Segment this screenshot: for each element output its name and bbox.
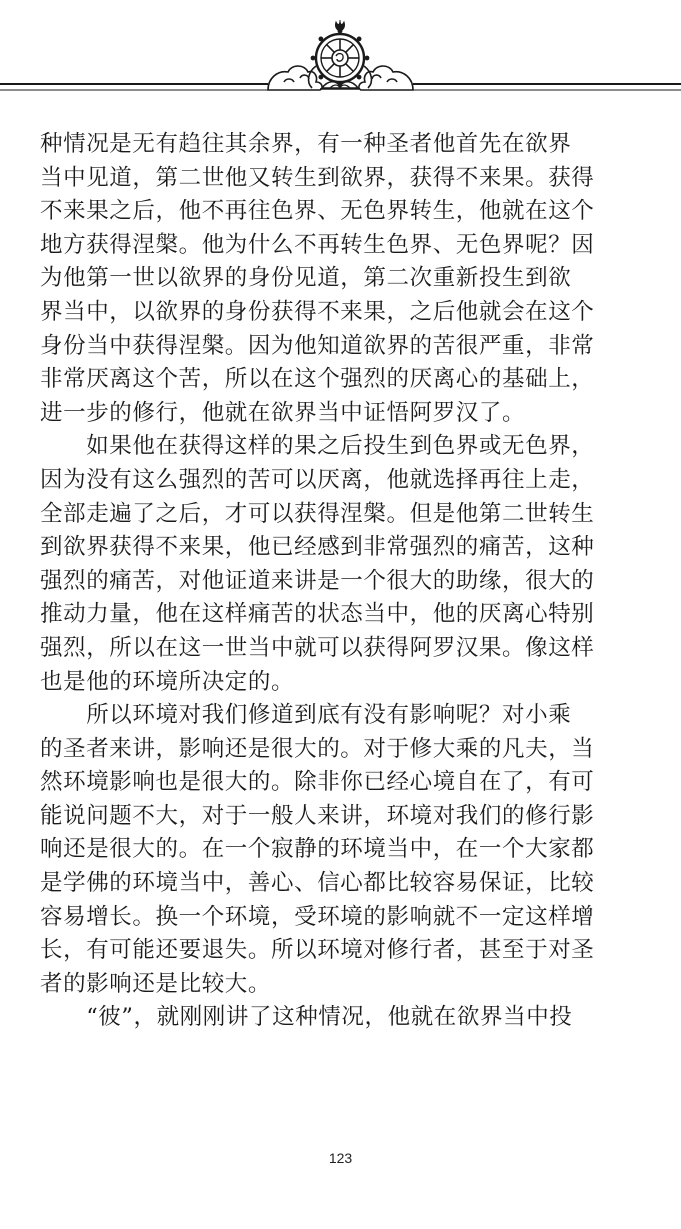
text-line: 到欲界获得不来果，他已经感到非常强烈的痛苦，这种 bbox=[40, 534, 595, 561]
dharma-wheel-icon bbox=[309, 20, 372, 89]
body-text bbox=[40, 128, 650, 1035]
cloud-ornament-left-icon bbox=[268, 66, 322, 90]
text-line: 地方获得涅槃。他为什么不再转生色界、无色界呢？因 bbox=[40, 231, 595, 258]
text-line: 身份当中获得涅槃。因为他知道欲界的苦很严重，非常 bbox=[40, 332, 595, 359]
text-line: 也是他的环境所决定的。 bbox=[40, 668, 295, 695]
text-line: 者的影响还是比较大。 bbox=[40, 970, 272, 997]
text-line: 是学佛的环境当中，善心、信心都比较容易保证，比较 bbox=[40, 870, 595, 897]
header-decoration bbox=[0, 0, 681, 110]
page-header-ornament bbox=[0, 0, 681, 110]
text-line: 不来果之后，他不再往色界、无色界转生，他就在这个 bbox=[40, 198, 595, 225]
text-line: 强烈，所以在这一世当中就可以获得阿罗汉果。像这样 bbox=[40, 634, 595, 661]
text-line: “彼”，就刚刚讲了这种情况，他就在欲界当中投 bbox=[40, 1004, 573, 1031]
text-line: 响还是很大的。在一个寂静的环境当中，在一个大家都 bbox=[40, 836, 595, 863]
text-line: 全部走遍了之后，才可以获得涅槃。但是他第二世转生 bbox=[40, 500, 595, 527]
text-line: 所以环境对我们修道到底有没有影响呢？对小乘 bbox=[40, 702, 572, 729]
text-line: 的圣者来讲，影响还是很大的。对于修大乘的凡夫，当 bbox=[40, 735, 595, 762]
text-line: 强烈的痛苦，对他证道来讲是一个很大的助缘，很大的 bbox=[40, 567, 595, 594]
text-line: 非常厌离这个苦，所以在这个强烈的厌离心的基础上， bbox=[40, 366, 595, 393]
text-line: 界当中，以欲界的身份获得不来果，之后他就会在这个 bbox=[40, 298, 595, 325]
text-line: 然环境影响也是很大的。除非你已经心境自在了，有可 bbox=[40, 769, 595, 796]
page-number: 123 bbox=[328, 1150, 353, 1166]
text-line: 当中见道，第二世他又转生到欲界，获得不来果。获得 bbox=[40, 164, 595, 191]
text-line: 如果他在获得这样的果之后投生到色界或无色界， bbox=[40, 433, 595, 460]
text-line: 种情况是无有趋往其余界，有一种圣者他首先在欲界 bbox=[40, 131, 572, 157]
text-line: 因为没有这么强烈的苦可以厌离，他就选择再往上走， bbox=[40, 466, 595, 493]
text-line: 推动力量，他在这样痛苦的状态当中，他的厌离心特别 bbox=[40, 601, 595, 628]
text-line: 为他第一世以欲界的身份见道，第二次重新投生到欲 bbox=[40, 265, 572, 292]
text-line: 进一步的修行，他就在欲界当中证悟阿罗汉了。 bbox=[40, 399, 526, 426]
text-line: 长，有可能还要退失。所以环境对修行者，甚至于对圣 bbox=[40, 937, 595, 964]
text-line: 容易增长。换一个环境，受环境的影响就不一定这样增 bbox=[40, 903, 595, 930]
text-line: 能说问题不大，对于一般人来讲，环境对我们的修行影 bbox=[40, 802, 595, 829]
